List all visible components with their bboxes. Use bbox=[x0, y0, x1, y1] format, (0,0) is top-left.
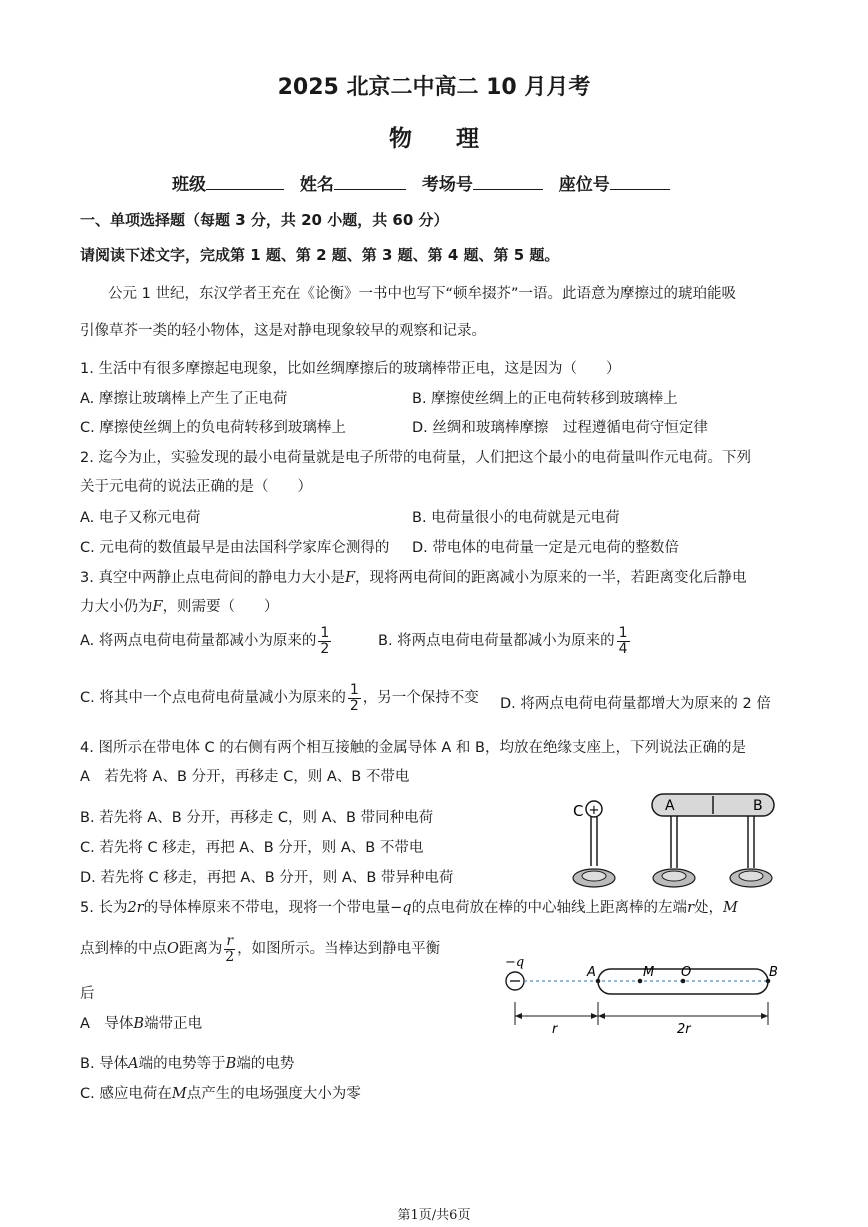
room-blank[interactable] bbox=[473, 172, 543, 190]
q3-stem-line-2 bbox=[80, 595, 279, 616]
arrow-head bbox=[515, 1013, 522, 1019]
q5-stem-text: 5. 长为 bbox=[80, 900, 128, 916]
q3-stem-text: ，现将两电荷间的距离减小为原来的一半，若距离变化后静电 bbox=[355, 570, 747, 586]
point-m-symbol: M bbox=[723, 900, 738, 916]
figure-label-b: B bbox=[753, 798, 763, 814]
q3-option-c-text: C. 将其中一个点电荷电荷量减小为原来的 bbox=[80, 690, 346, 707]
fraction bbox=[348, 683, 361, 713]
arrow-head bbox=[761, 1013, 768, 1019]
q4-option-d[interactable]: D. 若先将 C 移走，再把 A、B 分开，则 A、B 带异种电荷 bbox=[80, 870, 454, 886]
q3-option-b[interactable] bbox=[378, 626, 632, 656]
q5-option-text: A 导体 bbox=[80, 1016, 134, 1032]
fraction bbox=[617, 626, 630, 656]
point-m-dot bbox=[638, 979, 643, 984]
q5-option-b[interactable] bbox=[80, 1052, 294, 1073]
q5-option-text: B. 导体 bbox=[80, 1056, 129, 1072]
name-blank[interactable] bbox=[334, 172, 406, 190]
passage-line-2: 引像草芥一类的轻小物体，这是对静电现象较早的观察和记录。 bbox=[80, 323, 486, 339]
q5-option-text: 端的电势 bbox=[236, 1056, 295, 1072]
figure-charge-label: −q bbox=[505, 955, 525, 970]
exam-title: 2025 北京二中高二 10 月月考 bbox=[277, 75, 591, 100]
fraction bbox=[224, 934, 235, 964]
q3-option-d[interactable]: D. 将两点电荷电荷量都增大为原来的 2 倍 bbox=[500, 696, 771, 712]
figure-label-c: C bbox=[573, 802, 584, 820]
fraction-numerator: r bbox=[226, 933, 234, 949]
point-o-symbol: O bbox=[167, 941, 179, 958]
q4-stem: 4. 图所示在带电体 C 的右侧有两个相互接触的金属导体 A 和 B，均放在绝缘支座上，下列说法正确的是 bbox=[80, 740, 746, 756]
q4-option-c[interactable]: C. 若先将 C 移走，再把 A、B 分开，则 A、B 不带电 bbox=[80, 840, 424, 856]
q5-stem-text: 的点电荷放在棒的中心轴线上距离棒的左端 bbox=[411, 900, 688, 916]
figure-label-b: B bbox=[769, 965, 778, 980]
seat-label: 座位号 bbox=[558, 175, 610, 195]
distance-symbol: r bbox=[687, 900, 694, 916]
seat-blank[interactable] bbox=[610, 172, 670, 190]
point-a-dot bbox=[596, 979, 601, 984]
q2-stem-line-1: 2. 迄今为止，实验发现的最小电荷量就是电子所带的电荷量，人们把这个最小的电荷量叫作元电荷。下列 bbox=[80, 450, 751, 466]
page-number: 第1页/共6页 bbox=[397, 1208, 471, 1223]
q5-stem-line-3: 后 bbox=[80, 986, 95, 1002]
q5-stem-text: 距离为 bbox=[178, 941, 223, 958]
q2-option-b[interactable]: B. 电荷量很小的电荷就是元电荷 bbox=[412, 510, 620, 526]
student-info-row bbox=[172, 170, 680, 195]
q5-option-text: 端的电势等于 bbox=[138, 1056, 226, 1072]
q3-option-c-tail: ，另一个保持不变 bbox=[362, 690, 479, 707]
fraction-numerator: 1 bbox=[320, 625, 330, 641]
fraction-denominator: 2 bbox=[349, 697, 359, 714]
q4-option-a[interactable]: A 若先将 A、B 分开，再移走 C，则 A、B 不带电 bbox=[80, 769, 410, 785]
room-label: 考场号 bbox=[421, 175, 473, 195]
q3-option-a-text: A. 将两点电荷电荷量都减小为原来的 bbox=[80, 633, 317, 650]
q5-stem-line-1 bbox=[80, 896, 738, 917]
charge-symbol: −q bbox=[390, 900, 412, 916]
dimension-label-r: r bbox=[552, 1022, 558, 1037]
q4-option-b[interactable]: B. 若先将 A、B 分开，再移走 C，则 A、B 带同种电荷 bbox=[80, 810, 434, 826]
q5-option-text: 端带正电 bbox=[144, 1016, 203, 1032]
fraction-denominator: 2 bbox=[320, 640, 330, 657]
passage-line-1: 公元 1 世纪，东汉学者王充在《论衡》一书中也写下“顿牟掇芥”一语。此语意为摩擦过的琥珀能吸 bbox=[108, 286, 736, 302]
figure-label-a: A bbox=[587, 965, 596, 980]
q2-option-a[interactable]: A. 电子又称元电荷 bbox=[80, 510, 201, 526]
q5-stem-text: ，如图所示。当棒达到静电平衡 bbox=[237, 941, 441, 958]
q3-stem-text: 力大小仍为 bbox=[80, 599, 153, 615]
figure-label-a: A bbox=[665, 798, 675, 814]
q3-option-b-text: B. 将两点电荷电荷量都减小为原来的 bbox=[378, 633, 615, 650]
q1-stem: 1. 生活中有很多摩擦起电现象，比如丝绸摩擦后的玻璃棒带正电，这是因为（ ） bbox=[80, 361, 621, 377]
q5-option-c[interactable] bbox=[80, 1082, 361, 1103]
q3-force-symbol: F bbox=[344, 570, 356, 586]
q1-option-c[interactable]: C. 摩擦使丝绸上的负电荷转移到玻璃棒上 bbox=[80, 420, 346, 436]
section-heading: 一、单项选择题（每题 3 分，共 20 小题，共 60 分） bbox=[80, 211, 449, 229]
arrow-head bbox=[598, 1013, 605, 1019]
arrow-head bbox=[591, 1013, 598, 1019]
stand-base-b-top bbox=[739, 871, 763, 881]
q5-figure bbox=[495, 950, 785, 1040]
q3-force-symbol: F bbox=[152, 599, 163, 615]
class-blank[interactable] bbox=[206, 172, 284, 190]
q5-stem-text: 处， bbox=[694, 900, 723, 916]
fraction-denominator: 4 bbox=[618, 640, 628, 657]
q5-option-text: C. 感应电荷在 bbox=[80, 1086, 172, 1102]
q2-stem-line-2: 关于元电荷的说法正确的是（ ） bbox=[80, 479, 312, 495]
q5-stem-line-2 bbox=[80, 934, 440, 964]
q3-stem-text: 3. 真空中两静止点电荷间的静电力大小是 bbox=[80, 570, 345, 586]
q5-stem-text: 点到棒的中点 bbox=[80, 941, 167, 958]
stand-base-a-top bbox=[662, 871, 686, 881]
fraction bbox=[318, 626, 331, 656]
q3-stem-line-1 bbox=[80, 566, 747, 587]
q1-option-b[interactable]: B. 摩擦使丝绸上的正电荷转移到玻璃棒上 bbox=[412, 391, 678, 407]
subject-title: 物理 bbox=[389, 126, 523, 152]
fraction-numerator: 1 bbox=[618, 625, 628, 641]
name-label: 姓名 bbox=[299, 175, 334, 195]
q5-option-a[interactable] bbox=[80, 1012, 202, 1033]
figure-label-o: O bbox=[681, 965, 692, 980]
reading-instruction: 请阅读下述文字，完成第 1 题、第 2 题、第 3 题、第 4 题、第 5 题。 bbox=[80, 246, 560, 264]
stand-base-c-top bbox=[582, 871, 606, 881]
end-b-symbol: B bbox=[225, 1056, 237, 1072]
q1-option-a[interactable]: A. 摩擦让玻璃棒上产生了正电荷 bbox=[80, 391, 288, 407]
q2-option-d[interactable]: D. 带电体的电荷量一定是元电荷的整数倍 bbox=[412, 540, 679, 556]
q1-option-d[interactable]: D. 丝绸和玻璃棒摩擦 过程遵循电荷守恒定律 bbox=[412, 420, 708, 436]
q3-option-c[interactable] bbox=[80, 683, 479, 713]
fraction-denominator: 2 bbox=[225, 948, 235, 965]
fraction-numerator: 1 bbox=[349, 682, 359, 698]
dimension-label-2r: 2r bbox=[677, 1022, 691, 1037]
q3-option-a[interactable] bbox=[80, 626, 333, 656]
q4-figure bbox=[565, 788, 790, 896]
plus-sign: + bbox=[588, 803, 600, 818]
rod-length-symbol: 2r bbox=[127, 900, 144, 916]
q3-stem-text: ，则需要（ ） bbox=[162, 599, 279, 615]
end-b-symbol: B bbox=[133, 1016, 145, 1032]
figure-label-m: M bbox=[643, 965, 655, 980]
q2-option-c[interactable]: C. 元电荷的数值最早是由法国科学家库仑测得的 bbox=[80, 540, 390, 556]
class-label: 班级 bbox=[172, 175, 206, 195]
q5-option-text: 点产生的电场强度大小为零 bbox=[186, 1086, 361, 1102]
end-a-symbol: A bbox=[128, 1056, 139, 1072]
point-m-symbol: M bbox=[171, 1086, 187, 1102]
q5-stem-text: 的导体棒原来不带电，现将一个带电量 bbox=[143, 900, 391, 916]
